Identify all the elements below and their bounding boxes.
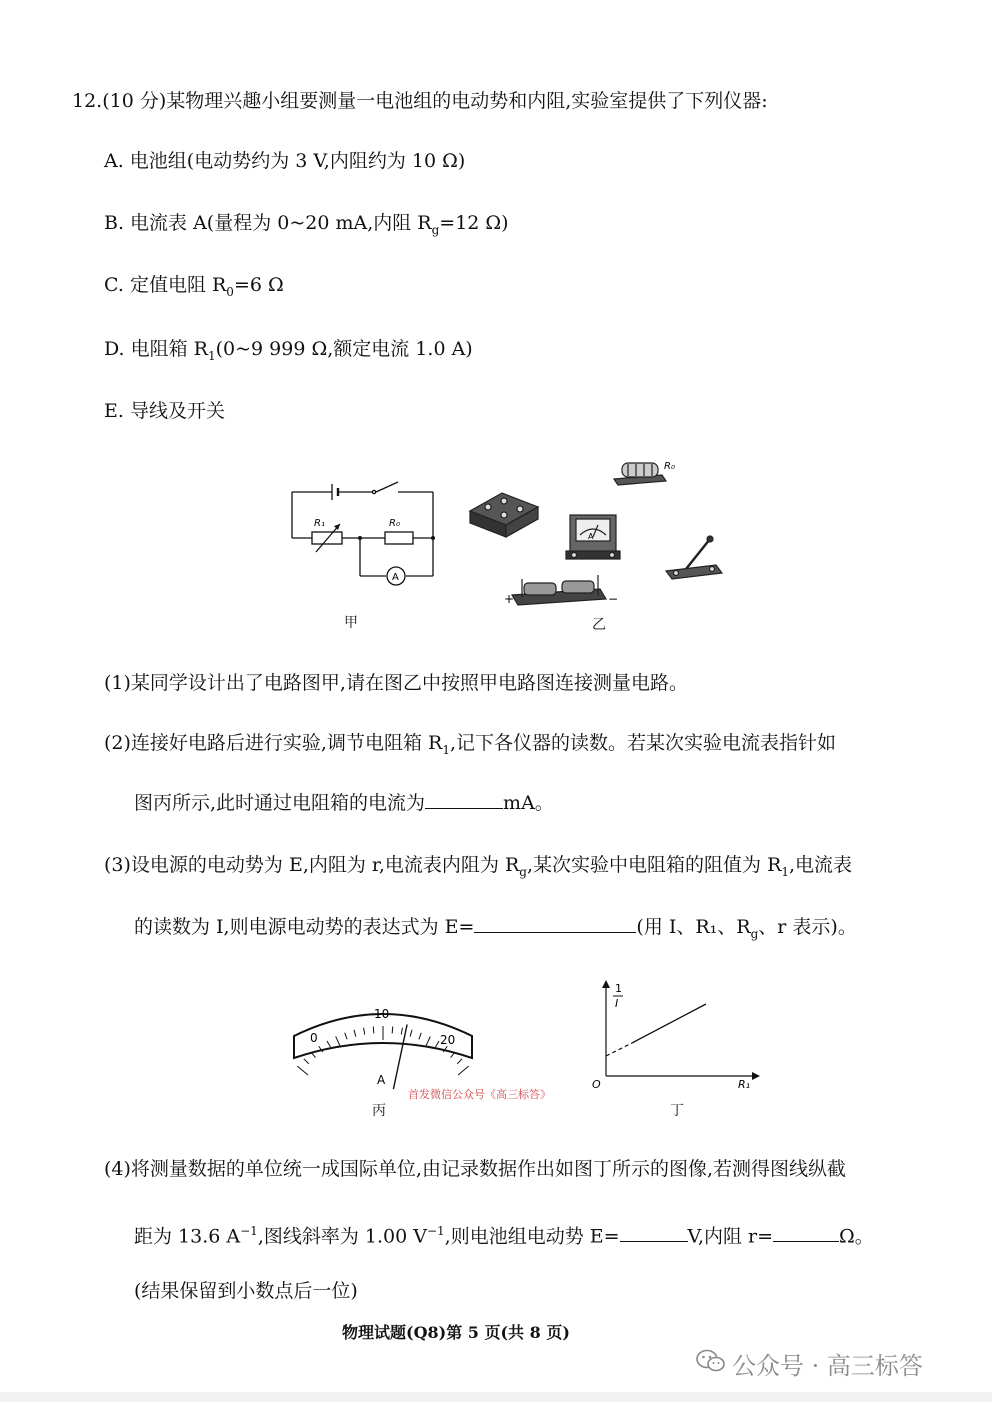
- meter-tick-mark: [364, 1028, 365, 1035]
- meter-tick-20: 20: [440, 1033, 456, 1047]
- ammeter-device-label: A: [588, 532, 594, 541]
- label-r0: R₀: [389, 518, 400, 529]
- part-3-line2: 的读数为 I,则电源电动势的表达式为 E= (用 I、R₁、$R_g$、r 表示)。: [134, 916, 857, 941]
- circuit-diagram-jia: [280, 470, 450, 590]
- option-d: D. 电阻箱 $R_1(0\sim 9$ 999 Ω,额定电流 1.0 A): [104, 338, 473, 363]
- option-b: B. 电流表 A(量程为 0~20 mA,内阻 $R_g=12$ Ω): [104, 212, 509, 237]
- ammeter-symbol: A: [392, 572, 399, 583]
- meter-tick-mark: [401, 1028, 402, 1035]
- part-3-line1: (3)设电源的电动势为 E,内阻为 r,电流表内阻为 $R_g$,某次实验中电阻箱的阻值为 $R_1$,电流表: [104, 854, 853, 879]
- graph-line-extrapolated: [606, 1043, 632, 1056]
- figure-jia-label: 甲: [344, 615, 358, 631]
- meter-tick-mark: [336, 1036, 340, 1045]
- page-footer: 物理试题(Q8)第 5 页(共 8 页): [342, 1323, 570, 1342]
- battery-plus: +: [504, 592, 515, 606]
- part-1: (1)某同学设计出了电路图甲,请在图乙中按照甲电路图连接测量电路。: [104, 672, 688, 694]
- answer-blank-emf-expression[interactable]: [474, 914, 636, 933]
- meter-tick-mark: [327, 1041, 331, 1047]
- part-2-line2: 图丙所示,此时通过电阻箱的电流为 mA。: [134, 792, 554, 814]
- figure-ding-label: 丁: [670, 1103, 684, 1119]
- switch-device: [666, 536, 722, 579]
- battery-pack: [512, 575, 606, 605]
- meter-tick-mark: [458, 1066, 469, 1075]
- figure-bing-label: 丙: [372, 1103, 386, 1119]
- graph-x-label: R₁: [738, 1078, 751, 1091]
- meter-tick-mark: [436, 1041, 440, 1047]
- meter-tick-mark: [297, 1066, 308, 1075]
- option-e: E. 导线及开关: [104, 400, 225, 422]
- meter-tick-mark: [392, 1026, 393, 1033]
- meter-tick-mark: [354, 1030, 356, 1037]
- meter-tick-mark: [410, 1030, 412, 1037]
- meter-unit: A: [377, 1073, 386, 1087]
- option-a: A. 电池组(电动势约为 3 V,内阻约为 10 Ω): [104, 150, 466, 172]
- fixed-resistor: [614, 463, 666, 485]
- meter-tick-mark: [373, 1026, 374, 1033]
- figure-yi-label: 乙: [592, 617, 606, 633]
- part-2-line1: (2)连接好电路后进行实验,调节电阻箱 $R_1$,记下各仪器的读数。若某次实验电流表指针如: [104, 732, 836, 757]
- graph-origin: O: [592, 1078, 601, 1091]
- meter-tick-mark: [426, 1036, 430, 1045]
- answer-blank-internal-resistance[interactable]: [773, 1223, 839, 1242]
- apparatus-drawing-yi: [466, 455, 736, 615]
- option-c: C. 定值电阻 $R_0=6$ Ω: [104, 274, 284, 299]
- graph-y-num: 1: [615, 982, 622, 995]
- question-number: 12.: [72, 90, 103, 112]
- answer-blank-emf[interactable]: [620, 1223, 688, 1242]
- question-stem-text: (10 分)某物理兴趣小组要测量一电池组的电动势和内阻,实验室提供了下列仪器:: [102, 90, 768, 112]
- wechat-icon: [696, 1348, 726, 1374]
- meter-tick-mark: [304, 1059, 309, 1064]
- part-4-line1: (4)将测量数据的单位统一成国际单位,由记录数据作出如图丁所示的图像,若测得图线纵截: [104, 1158, 846, 1180]
- battery-minus: −: [608, 592, 619, 606]
- answer-blank-current[interactable]: [425, 790, 503, 809]
- bottom-watermark: 公众号 · 高三标答: [732, 1352, 923, 1380]
- ammeter-dial-bing: [288, 998, 478, 1094]
- resistance-box: [470, 493, 538, 537]
- graph-y-den: I: [615, 997, 619, 1010]
- meter-tick-0: 0: [310, 1031, 318, 1045]
- meter-tick-mark: [419, 1033, 421, 1040]
- bottom-strip: [0, 1392, 992, 1402]
- graph-line: [632, 1004, 706, 1043]
- question-stem: [72, 88, 768, 114]
- part-4-line2: 距为 13.6 $A^{-1}$,图线斜率为 1.00 $V^{-1}$,则电池组电动势 E= V,内阻 r= Ω。: [134, 1224, 874, 1248]
- meter-tick-10: 10: [374, 1007, 390, 1021]
- red-watermark: 首发微信公众号《高三标答》: [408, 1088, 551, 1101]
- graph-ding: [588, 976, 768, 1096]
- meter-tick-mark: [457, 1059, 462, 1064]
- label-r0-apparatus: R₀: [664, 461, 675, 472]
- meter-tick-mark: [345, 1033, 347, 1040]
- label-r1: R₁: [314, 518, 325, 529]
- part-4-note: (结果保留到小数点后一位): [134, 1280, 358, 1302]
